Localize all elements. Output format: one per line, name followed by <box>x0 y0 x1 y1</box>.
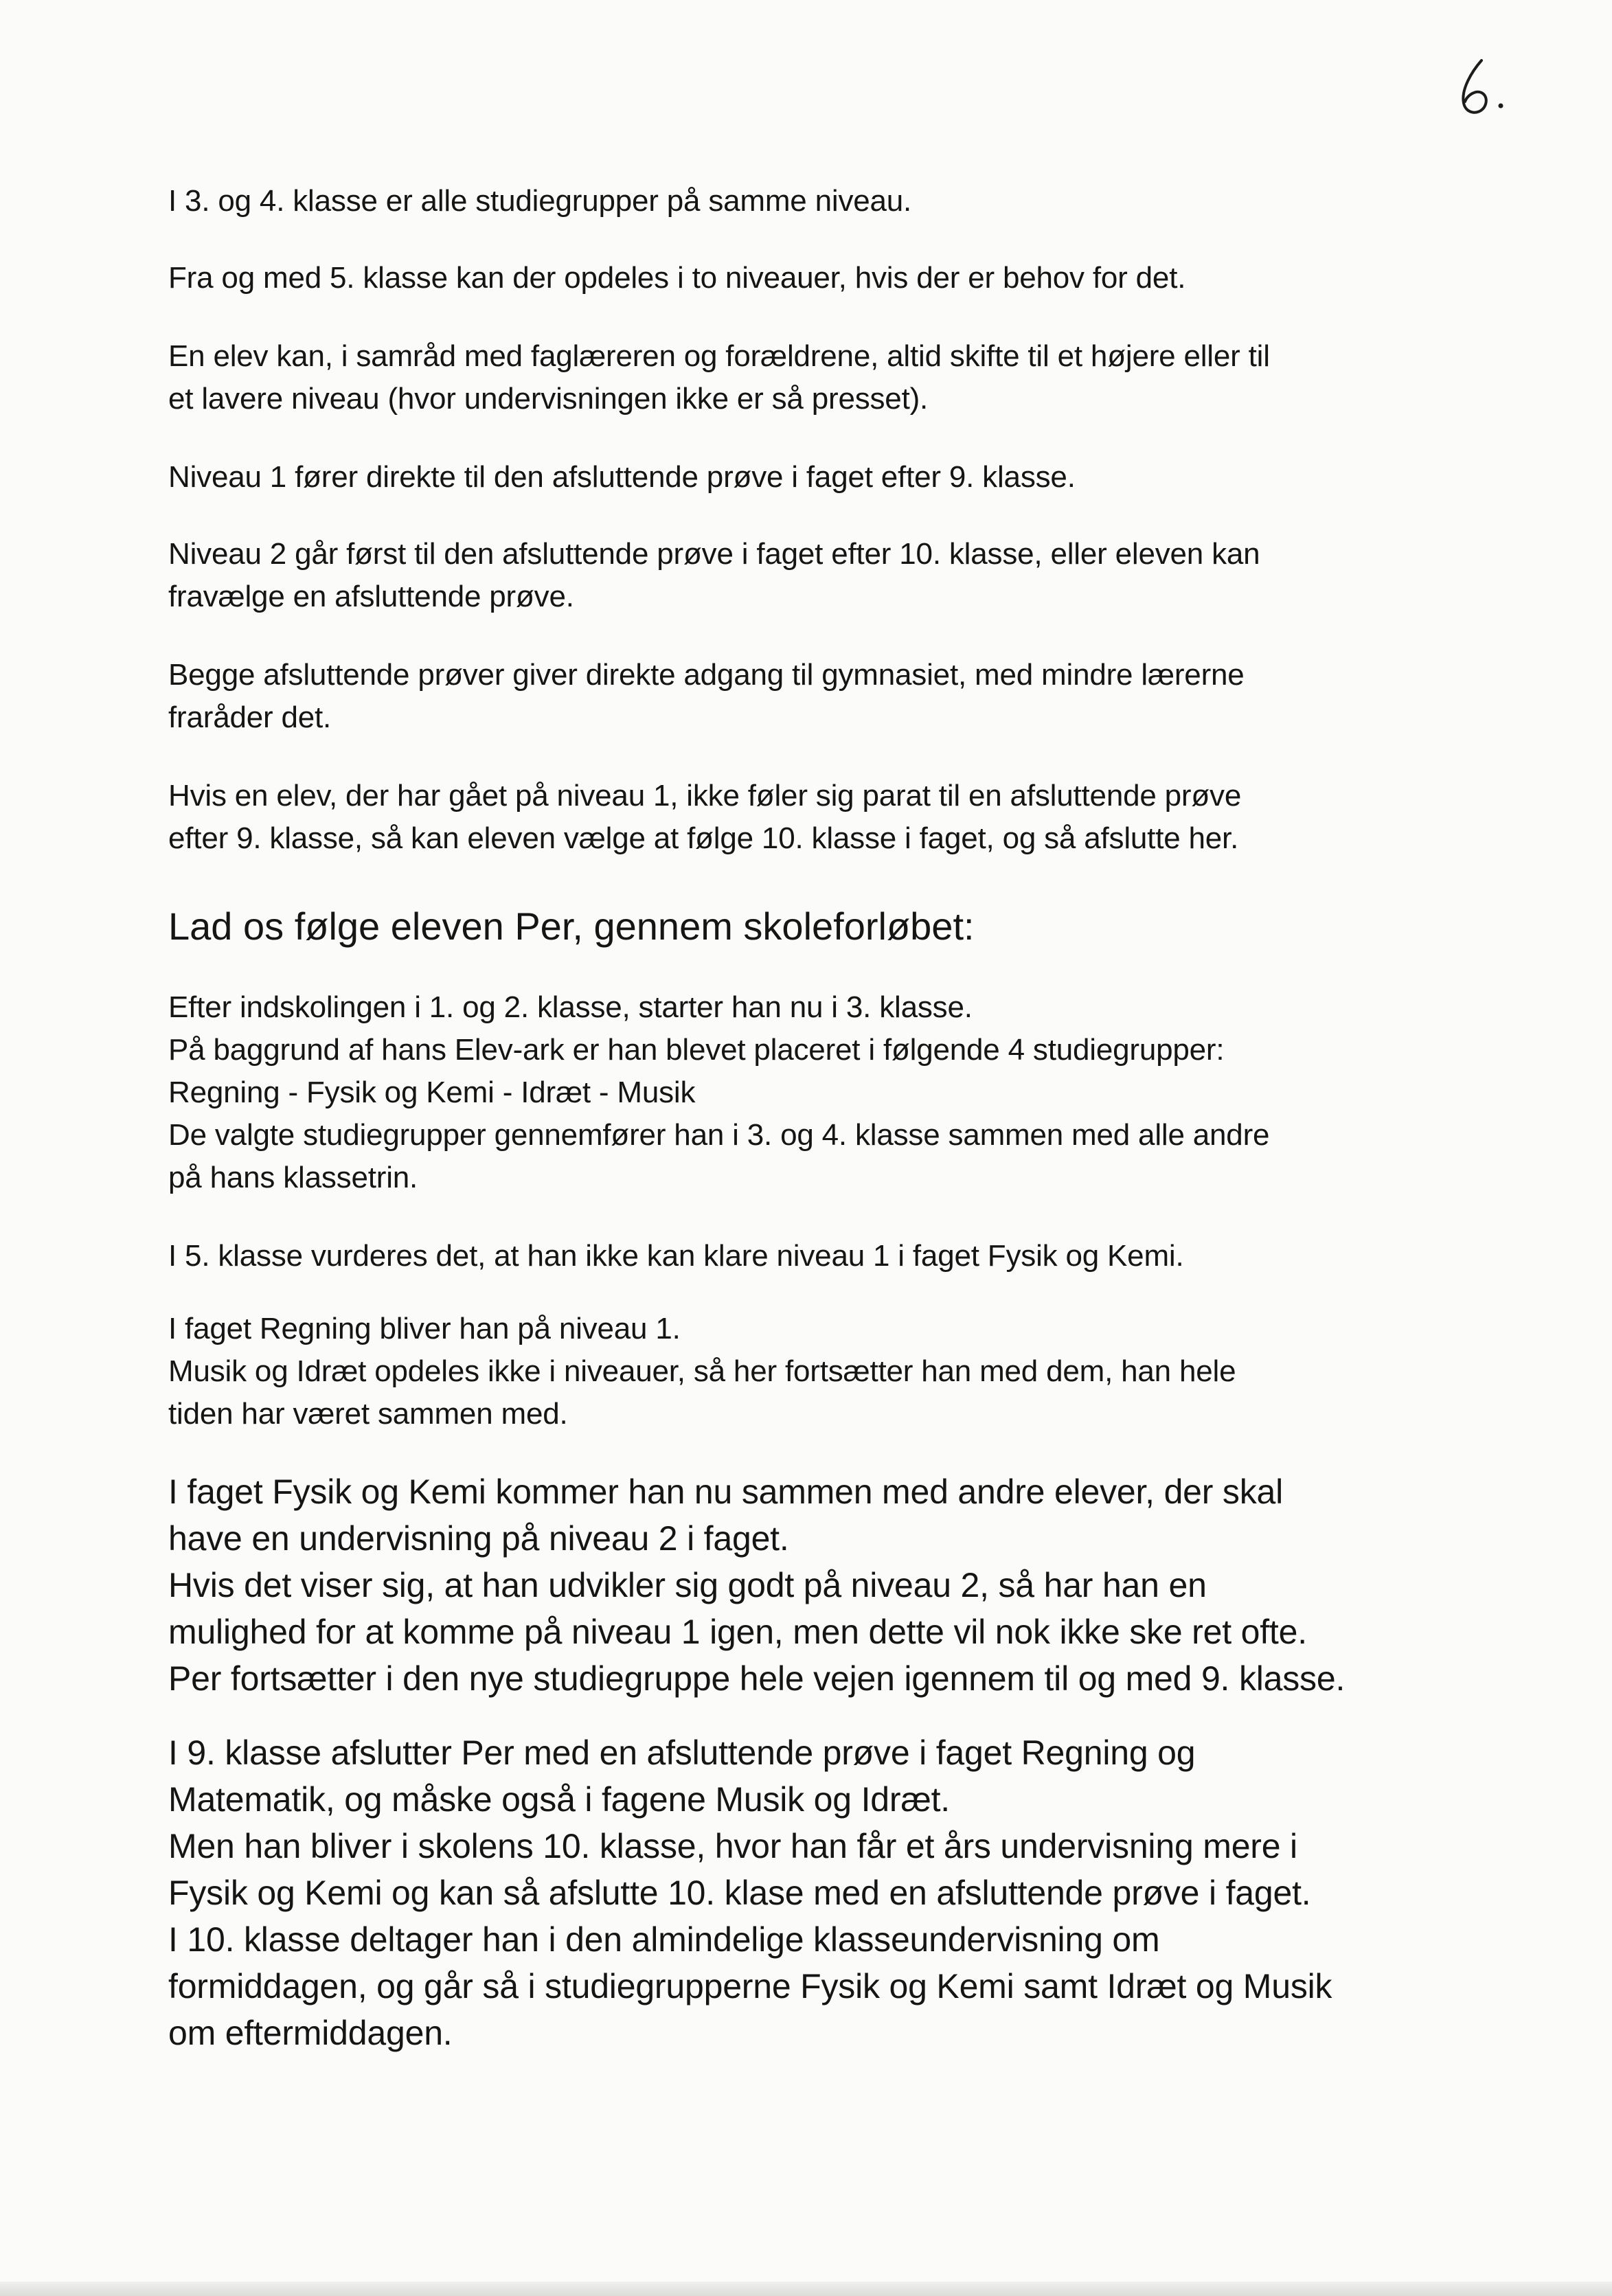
paragraph-9 <box>168 1235 1425 1277</box>
text-line: om eftermiddagen. <box>168 2014 453 2052</box>
text-line: Hvis det viser sig, at han udvikler sig godt på niveau 2, så har han en <box>168 1566 1207 1604</box>
handwritten-page-number <box>1446 48 1528 124</box>
text-line: Fra og med 5. klasse kan der opdeles i to niveauer, hvis der er behov for det. <box>168 261 1186 295</box>
text-line: Matematik, og måske også i fagene Musik og Idræt. <box>168 1780 950 1819</box>
text-line: I faget Fysik og Kemi kommer han nu sammen med andre elever, der skal <box>168 1473 1284 1511</box>
text-line: En elev kan, i samråd med faglæreren og forældrene, altid skifte til et højere eller til <box>168 339 1270 373</box>
text-line: Per fortsætter i den nye studiegruppe hele vejen igennem til og med 9. klasse. <box>168 1659 1346 1698</box>
text-line: formiddagen, og går så i studiegrupperne Fysik og Kemi samt Idræt og Musik <box>168 1967 1332 2005</box>
paragraph-12 <box>168 1729 1425 2056</box>
text-line: I 3. og 4. klasse er alle studiegrupper på samme niveau. <box>168 184 912 218</box>
paragraph-6 <box>168 654 1425 739</box>
text-line: Efter indskolingen i 1. og 2. klasse, starter han nu i 3. klasse. <box>168 990 973 1024</box>
paragraph-8 <box>168 986 1425 1199</box>
text-line: mulighed for at komme på niveau 1 igen, men dette vil nok ikke ske ret ofte. <box>168 1613 1307 1651</box>
text-line: I 5. klasse vurderes det, at han ikke kan klare niveau 1 i faget Fysik og Kemi. <box>168 1239 1184 1273</box>
text-line: fraråder det. <box>168 701 332 734</box>
section-heading: Lad os følge eleven Per, gennem skoleforløbet: <box>168 905 975 948</box>
text-line: Fysik og Kemi og kan så afslutte 10. klase med en afsluttende prøve i faget. <box>168 1874 1311 1912</box>
text-line: Begge afsluttende prøver giver direkte adgang til gymnasiet, med mindre lærerne <box>168 658 1245 692</box>
paragraph-7 <box>168 775 1425 860</box>
paragraph-1 <box>168 180 1425 223</box>
text-line: Niveau 2 går først til den afsluttende prøve i faget efter 10. klasse, eller eleven kan <box>168 537 1260 571</box>
paragraph-11 <box>168 1468 1425 1702</box>
text-line: Musik og Idræt opdeles ikke i niveauer, så her fortsætter han med dem, han hele <box>168 1354 1236 1388</box>
text-line: Regning - Fysik og Kemi - Idræt - Musik <box>168 1076 696 1109</box>
text-line: på hans klassetrin. <box>168 1161 418 1194</box>
text-line: tiden har været sammen med. <box>168 1397 568 1431</box>
paragraph-3 <box>168 335 1425 420</box>
handwritten-page-number-glyph <box>1446 48 1528 124</box>
text-line: I 10. klasse deltager han i den almindelige klasseundervisning om <box>168 1920 1160 1959</box>
text-line: fravælge en afsluttende prøve. <box>168 580 574 613</box>
paragraph-4 <box>168 456 1425 499</box>
paragraph-2 <box>168 257 1425 299</box>
text-line: De valgte studiegrupper gennemfører han i 3. og 4. klasse sammen med alle andre <box>168 1118 1270 1152</box>
text-line: På baggrund af hans Elev-ark er han blevet placeret i følgende 4 studiegrupper: <box>168 1033 1225 1067</box>
text-line: et lavere niveau (hvor undervisningen ikke er så presset). <box>168 382 929 416</box>
text-line: Men han bliver i skolens 10. klasse, hvor han får et års undervisning mere i <box>168 1827 1297 1865</box>
page-bottom-edge <box>0 2282 1612 2296</box>
text-line: I faget Regning bliver han på niveau 1. <box>168 1312 681 1345</box>
text-line: I 9. klasse afslutter Per med en afsluttende prøve i faget Regning og <box>168 1734 1196 1772</box>
text-line: efter 9. klasse, så kan eleven vælge at følge 10. klasse i faget, og så afslutte her. <box>168 821 1239 855</box>
text-line: have en undervisning på niveau 2 i faget. <box>168 1519 789 1558</box>
paragraph-10 <box>168 1308 1425 1435</box>
text-line: Niveau 1 fører direkte til den afsluttende prøve i faget efter 9. klasse. <box>168 460 1076 494</box>
paragraph-5 <box>168 533 1425 618</box>
text-line: Hvis en elev, der har gået på niveau 1, ikke føler sig parat til en afsluttende prøve <box>168 779 1242 812</box>
